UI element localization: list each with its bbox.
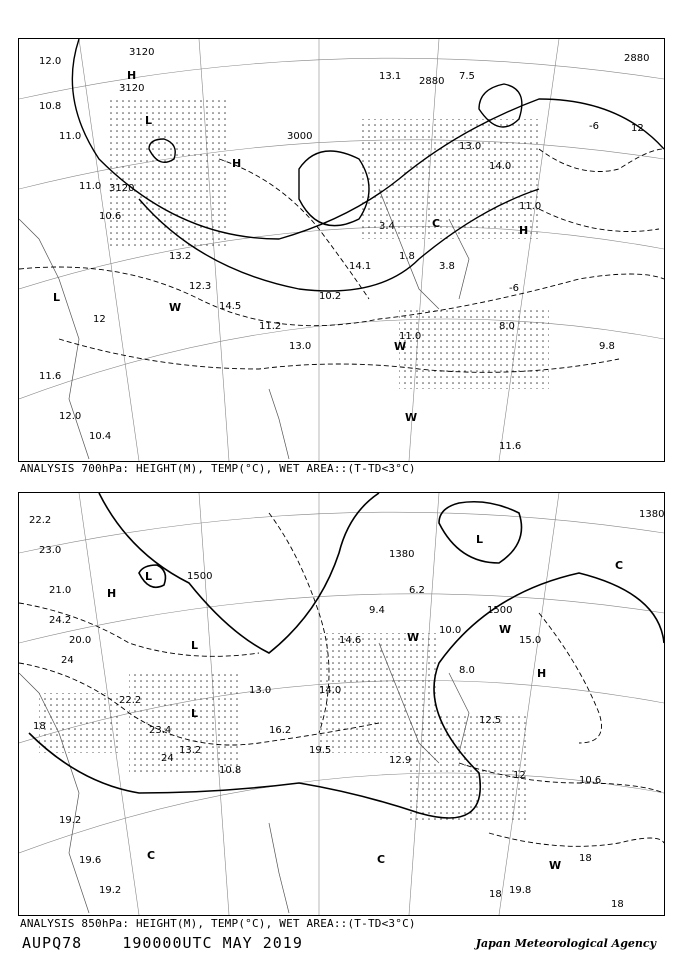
- svg-text:10.8: 10.8: [39, 101, 62, 112]
- svg-text:19.2: 19.2: [59, 815, 82, 826]
- svg-text:13.1: 13.1: [379, 71, 402, 82]
- contour-label: 3120: [109, 183, 135, 194]
- svg-text:10.4: 10.4: [89, 431, 112, 442]
- contour-label: 18: [33, 721, 46, 732]
- high-label: H: [232, 157, 242, 170]
- svg-text:20.0: 20.0: [69, 635, 92, 646]
- high-label: H: [107, 587, 117, 600]
- contour-label: 3120: [119, 83, 145, 94]
- svg-text:3.8: 3.8: [439, 261, 455, 272]
- cold-label: C: [147, 849, 156, 862]
- svg-text:24.2: 24.2: [49, 615, 72, 626]
- contour-label: 24: [161, 753, 174, 764]
- svg-text:10.6: 10.6: [99, 211, 122, 222]
- svg-text:11.0: 11.0: [519, 201, 542, 212]
- high-label: H: [537, 667, 547, 680]
- svg-text:11.0: 11.0: [59, 131, 82, 142]
- svg-text:14.1: 14.1: [349, 261, 372, 272]
- svg-text:14.6: 14.6: [339, 635, 362, 646]
- low-label: L: [145, 570, 153, 583]
- product-header: [22, 934, 303, 952]
- svg-text:10.2: 10.2: [319, 291, 342, 302]
- warm-label: W: [407, 631, 420, 644]
- svg-text:10.0: 10.0: [439, 625, 462, 636]
- svg-text:19.8: 19.8: [509, 885, 532, 896]
- product-code: AUPQ78: [22, 934, 83, 952]
- contour-label: 12: [93, 314, 106, 325]
- low-label: L: [145, 114, 153, 127]
- svg-text:9.8: 9.8: [599, 341, 615, 352]
- svg-text:22.2: 22.2: [119, 695, 142, 706]
- contour-label: 1500: [487, 605, 513, 616]
- agency-name: Japan Meteorological Agency: [475, 937, 656, 950]
- svg-text:16.2: 16.2: [269, 725, 292, 736]
- svg-text:8.0: 8.0: [459, 665, 475, 676]
- map-panel-700hpa: [18, 38, 665, 462]
- svg-text:13.0: 13.0: [459, 141, 482, 152]
- warm-label: W: [405, 411, 418, 424]
- cold-label: C: [432, 217, 441, 230]
- svg-text:12.5: 12.5: [479, 715, 502, 726]
- low-label: L: [476, 533, 484, 546]
- low-label: L: [191, 639, 199, 652]
- svg-text:21.0: 21.0: [49, 585, 72, 596]
- map-850hpa-graphic: [19, 493, 664, 915]
- valid-time: 190000UTC MAY 2019: [122, 934, 303, 952]
- svg-text:11.2: 11.2: [259, 321, 282, 332]
- contour-label: 24: [61, 655, 74, 666]
- contour-label: 2880: [624, 53, 650, 64]
- svg-text:23.0: 23.0: [39, 545, 62, 556]
- cold-label: C: [615, 559, 624, 572]
- svg-text:13.2: 13.2: [169, 251, 192, 262]
- svg-text:19.2: 19.2: [99, 885, 122, 896]
- svg-text:19.5: 19.5: [309, 745, 332, 756]
- contour-label: 3000: [287, 131, 313, 142]
- svg-text:23.4: 23.4: [149, 725, 172, 736]
- low-label: L: [53, 291, 61, 304]
- map-700hpa-graphic: [19, 39, 664, 461]
- warm-label: W: [394, 340, 407, 353]
- warm-label: W: [499, 623, 512, 636]
- contour-label: 18: [489, 889, 502, 900]
- svg-text:14.0: 14.0: [319, 685, 342, 696]
- contour-label: 3120: [129, 47, 155, 58]
- warm-label: W: [549, 859, 562, 872]
- svg-text:14.0: 14.0: [489, 161, 512, 172]
- contour-label: 18: [611, 899, 624, 910]
- contour-label: 12: [513, 770, 526, 781]
- svg-text:8.0: 8.0: [499, 321, 515, 332]
- panel-caption-700hpa: ANALYSIS 700hPa: HEIGHT(M), TEMP(°C), WET AREA::(T-TD<3°C): [20, 462, 416, 475]
- svg-text:11.0: 11.0: [399, 331, 422, 342]
- contour-label: 12: [631, 123, 644, 134]
- wet-area-stipple: [109, 99, 549, 389]
- svg-text:3.4: 3.4: [379, 221, 395, 232]
- svg-text:11.0: 11.0: [79, 181, 102, 192]
- high-label: H: [127, 69, 137, 82]
- contour-label: 2880: [419, 76, 445, 87]
- svg-text:12.3: 12.3: [189, 281, 212, 292]
- svg-text:13.0: 13.0: [289, 341, 312, 352]
- svg-text:19.6: 19.6: [79, 855, 102, 866]
- svg-text:10.8: 10.8: [219, 765, 242, 776]
- warm-label: W: [169, 301, 182, 314]
- contour-label: -6: [589, 121, 599, 132]
- contour-label: 1380: [389, 549, 415, 560]
- svg-text:14.5: 14.5: [219, 301, 242, 312]
- svg-text:12.9: 12.9: [389, 755, 412, 766]
- svg-text:13.2: 13.2: [179, 745, 202, 756]
- svg-text:6.2: 6.2: [409, 585, 425, 596]
- svg-text:10.6: 10.6: [579, 775, 602, 786]
- contour-label: -6: [509, 283, 519, 294]
- svg-text:1.8: 1.8: [399, 251, 415, 262]
- low-label: L: [191, 707, 199, 720]
- svg-text:12.0: 12.0: [39, 56, 62, 67]
- svg-text:15.0: 15.0: [519, 635, 542, 646]
- svg-text:11.6: 11.6: [39, 371, 62, 382]
- map-panel-850hpa: [18, 492, 665, 916]
- high-label: H: [519, 224, 529, 237]
- contour-label: 1380: [639, 509, 664, 520]
- panel-caption-850hpa: ANALYSIS 850hPa: HEIGHT(M), TEMP(°C), WET AREA::(T-TD<3°C): [20, 917, 416, 930]
- cold-label: C: [377, 853, 386, 866]
- svg-text:12.0: 12.0: [59, 411, 82, 422]
- contour-label: 1500: [187, 571, 213, 582]
- svg-text:7.5: 7.5: [459, 71, 475, 82]
- svg-text:13.0: 13.0: [249, 685, 272, 696]
- svg-text:9.4: 9.4: [369, 605, 385, 616]
- svg-text:11.6: 11.6: [499, 441, 522, 452]
- svg-text:22.2: 22.2: [29, 515, 52, 526]
- contour-label: 18: [579, 853, 592, 864]
